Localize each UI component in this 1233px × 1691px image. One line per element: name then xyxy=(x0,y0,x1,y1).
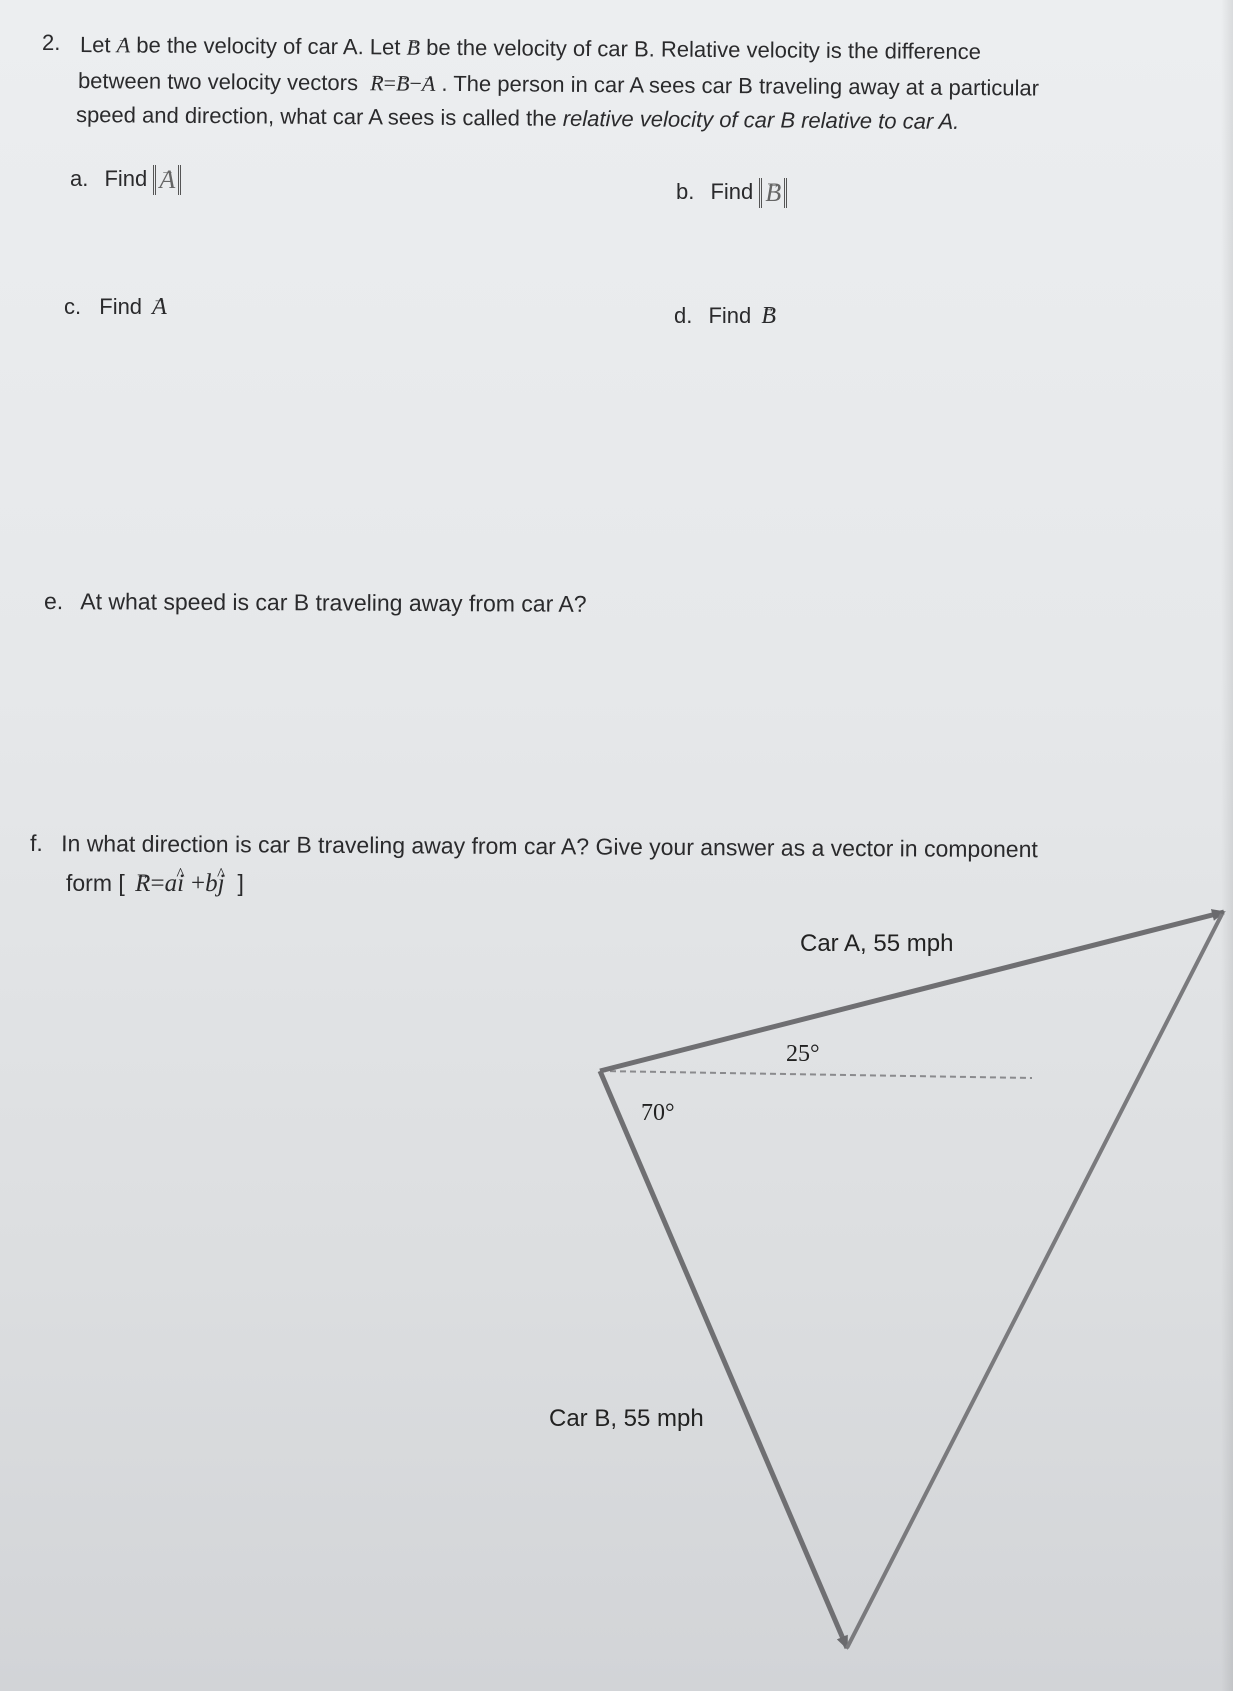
vector-r-symbol: → R xyxy=(135,867,150,901)
part-c-label: c. xyxy=(64,294,82,319)
vector-b-symbol: → B xyxy=(761,299,776,333)
part-f-label: f. xyxy=(29,830,43,857)
part-f-text-1: In what direction is car B traveling away from car A? Give your answer as a vector in component xyxy=(61,830,1038,863)
part-a-text: Find xyxy=(104,166,148,191)
unit-vector-i: ^ i xyxy=(177,867,184,901)
part-b-text: Find xyxy=(710,179,754,204)
vector-a-symbol: → A xyxy=(159,165,175,195)
angle-25-label: 25° xyxy=(786,1041,820,1067)
intro-text-4: between two velocity vectors xyxy=(77,68,359,96)
vector-b-symbol: → B xyxy=(396,66,410,100)
part-b-label: b. xyxy=(676,179,695,204)
intro-text-2: be the velocity of car A. Let xyxy=(136,32,401,60)
vector-b-symbol: → B xyxy=(765,178,781,208)
coefficient-a: a xyxy=(164,870,178,897)
intro-text-6-italic: relative velocity of car B relative to car A. xyxy=(562,105,960,134)
part-c-text: Find xyxy=(99,294,143,319)
vector-b-symbol: → B xyxy=(406,31,420,65)
horizontal-reference-dashed-line xyxy=(600,1071,1032,1078)
intro-text-3: be the velocity of car B. Relative velocity is the difference xyxy=(426,34,981,65)
intro-text-6: speed and direction, what car A sees is called the xyxy=(75,102,557,131)
car-a-label: Car A, 55 mph xyxy=(800,930,954,957)
part-d-label: d. xyxy=(674,303,693,328)
coefficient-b: b xyxy=(205,870,218,897)
car-b-label: Car B, 55 mph xyxy=(549,1405,704,1432)
plus-sign: + xyxy=(190,870,206,897)
part-f-form-suffix: ] xyxy=(237,870,244,896)
intro-text-1: Let xyxy=(79,32,111,58)
vector-a-symbol: → A xyxy=(422,67,436,101)
equals-sign: = xyxy=(150,870,165,897)
part-f-form-prefix: form [ xyxy=(66,870,125,896)
part-e-text: At what speed is car B traveling away from car A? xyxy=(80,588,587,617)
angle-70-label: 70° xyxy=(641,1100,675,1126)
minus-sign: − xyxy=(409,70,422,96)
part-a-label: a. xyxy=(70,166,89,191)
intro-text-5: . The person in car A sees car B traveling away at a particular xyxy=(441,70,1040,101)
relative-velocity-side xyxy=(847,914,1222,1648)
equals-sign: = xyxy=(383,70,397,96)
vector-a-symbol: → A xyxy=(117,28,131,62)
car-b-velocity-vector xyxy=(600,1071,847,1648)
part-e-label: e. xyxy=(43,588,64,615)
part-d-text: Find xyxy=(708,303,752,328)
problem-number: 2. xyxy=(42,30,61,55)
vector-a-symbol: → A xyxy=(152,290,167,324)
vector-r-symbol: → R xyxy=(370,66,384,100)
unit-vector-j: ^ j xyxy=(218,867,225,901)
